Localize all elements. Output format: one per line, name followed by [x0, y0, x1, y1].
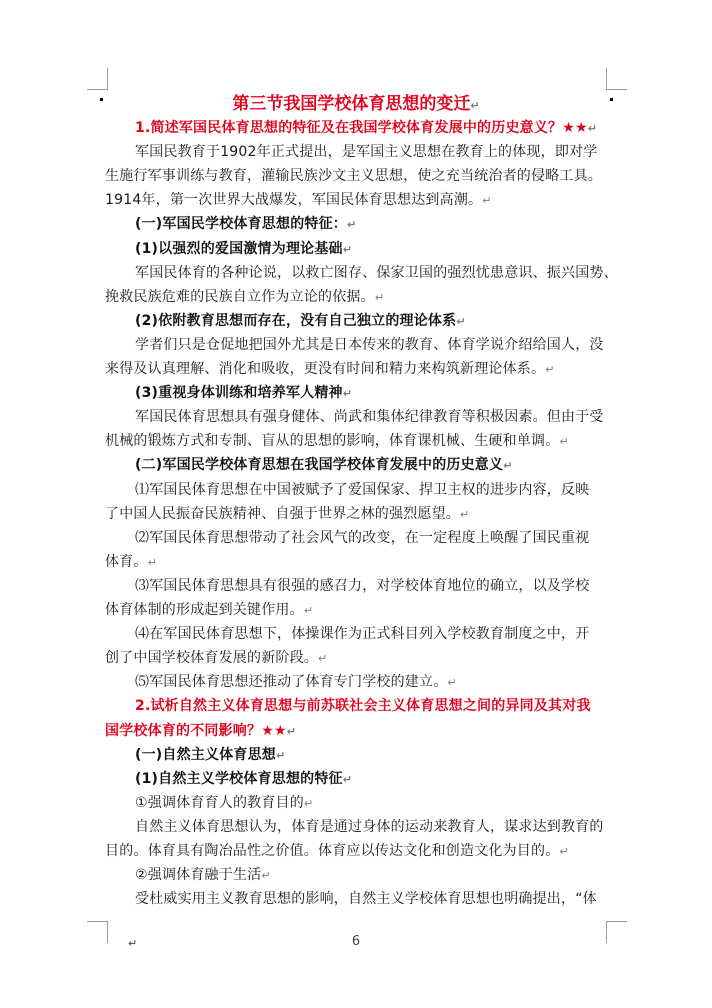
text-line	[105, 430, 615, 450]
line-text: (一)自然主义体育思想	[135, 746, 276, 763]
text-line	[105, 792, 645, 812]
text-line	[105, 286, 615, 306]
line-text: 机械的锻炼方式和专制、盲从的思想的影响，体育课机械、生硬和单调。	[105, 433, 560, 450]
text-line	[105, 406, 645, 426]
text-line	[105, 864, 645, 884]
crop-mark-bottom-left-h	[87, 921, 108, 922]
line-text: ⑸军国民体育思想还推动了体育专门学校的建立。	[135, 674, 448, 691]
subheading-line	[105, 310, 645, 330]
text-line	[105, 165, 615, 185]
text-line	[105, 575, 645, 595]
text-line	[105, 888, 645, 908]
text-line	[105, 358, 615, 378]
text-line	[105, 551, 615, 571]
paragraph-mark-icon: ↵	[470, 99, 480, 112]
text-line	[105, 334, 645, 354]
subheading-line	[105, 238, 645, 258]
crop-mark-bottom-right-h	[606, 921, 627, 922]
line-text: (二)军国民学校体育思想在我国学校体育发展中的历史意义	[135, 457, 504, 474]
paragraph-mark-icon: ↵	[342, 772, 353, 786]
subheading-line	[105, 768, 645, 788]
text-line	[105, 527, 645, 547]
paragraph-mark-icon: ↵	[559, 845, 569, 858]
line-text: (一)军国民学校体育思想的特征：	[135, 216, 347, 233]
line-text: 体育体制的形成起到关键作用。	[105, 602, 304, 618]
subheading-line	[105, 454, 645, 474]
crop-mark-top-right-v	[606, 68, 607, 90]
paragraph-mark-icon: ↵	[286, 724, 297, 738]
line-text: 来得及认真理解、消化和吸收，更没有时间和精力来构筑新理论体系。	[105, 361, 546, 377]
line-text: ⑷在军国民体育思想下，体操课作为正式科目列入学校教育制度之中，开	[135, 626, 590, 643]
paragraph-mark-icon: ↵	[587, 122, 598, 135]
line-text: (2)依附教育思想而存在，没有自己独立的理论体系	[135, 312, 457, 329]
line-text: 体育。	[105, 553, 148, 570]
section-title	[0, 89, 712, 114]
line-text: 军国民体育的各种论说，以救亡图存、保家卫国的强烈忧患意识、振兴国势、	[135, 264, 618, 281]
paragraph-mark-icon: ↵	[261, 869, 271, 883]
crop-mark-top-left-v	[107, 68, 108, 90]
paragraph-mark-icon: ↵	[342, 387, 353, 401]
text-line	[105, 479, 645, 499]
question-heading-line	[105, 117, 645, 137]
paragraph-mark-icon: ↵	[147, 555, 158, 569]
line-text: ⑴军国民体育思想在中国被赋予了爱国保家、捍卫主权的进步内容，反映	[135, 481, 590, 498]
section-title-text: 第三节我国学校体育思想的变迁	[232, 94, 471, 114]
line-text: ②强调体育融于生活	[135, 867, 262, 884]
text-line	[105, 647, 615, 667]
paragraph-mark-icon: ↵	[303, 604, 314, 617]
line-text: (1)自然主义学校体育思想的特征	[135, 770, 343, 787]
line-text: ①强调体育育人的教育目的	[135, 794, 304, 811]
text-line	[105, 599, 615, 619]
text-line	[105, 262, 645, 282]
subheading-line	[105, 744, 645, 764]
text-line	[105, 503, 615, 523]
text-line	[105, 840, 615, 860]
star-icon: ★★	[261, 722, 287, 739]
line-text: 学者们只是仓促地把国外尤其是日本传来的教育、体育学说介绍给国人，没	[135, 336, 604, 353]
line-text: 创了中国学校体育发展的新阶段。	[105, 650, 318, 667]
text-line	[105, 816, 645, 836]
line-text: 了中国人民振奋民族精神、自强于世界之林的强烈愿望。	[105, 505, 460, 522]
paragraph-mark-icon: ↵	[128, 937, 138, 950]
paragraph-mark-icon: ↵	[318, 652, 328, 666]
line-text: 生施行军事训练与教育，灌输民族沙文主义思想，使之充当统治者的侵略工具。	[105, 168, 602, 185]
paragraph-mark-icon: ↵	[447, 676, 457, 690]
line-text: 1914年，第一次世界大战爆发，军国民体育思想达到高潮。	[105, 192, 483, 209]
text-line	[105, 189, 615, 209]
paragraph-mark-icon: ↵	[276, 748, 286, 762]
text-line	[105, 623, 645, 643]
paragraph-mark-icon: ↵	[460, 507, 470, 521]
line-text: ⑶军国民体育思想具有很强的感召力，对学校体育地位的确立，以及学校	[135, 577, 590, 594]
line-text: 目的。体育具有陶冶品性之价值。体育应以传达文化和创造文化为目的。	[105, 843, 560, 859]
line-text: (3)重视身体训练和培养军人精神	[135, 385, 343, 402]
text-line	[105, 671, 645, 691]
line-text: 军国民教育于1902年正式提出，是军国主义思想在教育上的体现，即对学	[135, 144, 598, 161]
paragraph-mark-icon: ↵	[503, 459, 513, 473]
paragraph-mark-icon: ↵	[545, 363, 555, 376]
line-text: (1)以强烈的爱国激情为理论基础	[135, 240, 343, 257]
line-text: 军国民体育思想具有强身健体、尚武和集体纪律教育等积极因素。但由于受	[135, 409, 604, 426]
line-text: 2.试析自然主义体育思想与前苏联社会主义体育思想之间的异同及其对我	[135, 698, 591, 715]
subheading-line	[105, 213, 645, 233]
line-text: 自然主义体育思想认为，体育是通过身体的运动来教育人，谋求达到教育的	[135, 818, 604, 835]
line-text: 受杜威实用主义教育思想的影响，自然主义学校体育思想也明确提出，“体	[135, 891, 597, 908]
paragraph-mark-icon: ↵	[559, 435, 569, 449]
paragraph-mark-icon: ↵	[374, 290, 385, 304]
paragraph-mark-icon: ↵	[342, 242, 353, 256]
text-line	[105, 141, 645, 161]
star-icon: ★★	[562, 120, 588, 136]
subheading-line	[105, 382, 645, 402]
paragraph-mark-icon: ↵	[347, 218, 357, 232]
page-number: 6	[351, 934, 361, 949]
question-heading-line	[105, 720, 615, 740]
line-text: 1.简述军国民体育思想的特征及在我国学校体育发展中的历史意义？	[135, 120, 563, 136]
question-heading-line	[105, 695, 645, 715]
line-text: 挽救民族危难的民族自立作为立论的依据。	[105, 288, 375, 305]
paragraph-mark-icon: ↵	[482, 194, 492, 208]
paragraph-mark-icon: ↵	[303, 796, 314, 810]
line-text: 国学校体育的不同影响？	[105, 722, 262, 739]
line-text: ⑵军国民体育思想带动了社会风气的改变，在一定程度上唤醒了国民重视	[135, 529, 590, 546]
paragraph-mark-icon: ↵	[456, 314, 466, 328]
